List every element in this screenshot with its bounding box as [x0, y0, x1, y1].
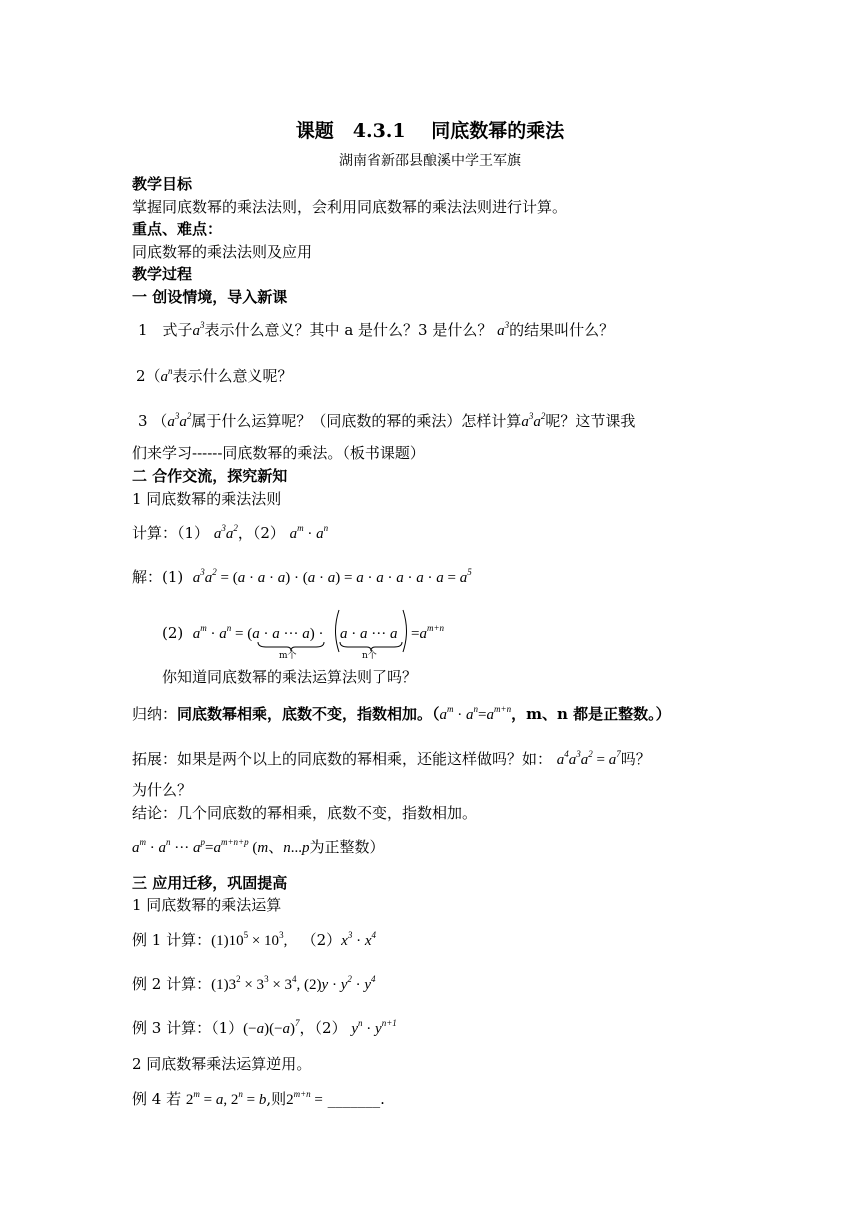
- author-line: 湖南省新邵县酿溪中学王军旗: [339, 153, 521, 169]
- part1-heading: 一 创设情境，导入新课: [132, 288, 288, 306]
- example-1: 例 1 计算：$(1)10^5 \times 10^3$, $(2)x^3 \cdot x^4$: [132, 930, 377, 949]
- example-4: 例 4 若 2$^m$ = a, 2$^n$ = b,则$2^{m+n}$ = _______.: [132, 1089, 385, 1108]
- process-heading: 教学过程: [132, 265, 193, 283]
- m-count: m个: [279, 651, 297, 661]
- know-text: 你知道同底数幂的乘法运算法则了吗？: [162, 668, 418, 686]
- general-rule: $a^m \cdot a^n$ ··· $a^p=a^{m+n+p}$ (m、n...p为正整数）: [132, 837, 385, 856]
- solution-2-result: $=a^{m+n}$: [411, 623, 445, 642]
- question-3: 3 （$a^3a^2$属于什么运算呢？（同底数的幂的乘法）怎样计算$a^3a^2$呢？这节课我: [138, 411, 636, 430]
- objective-text: 掌握同底数幂的乘法法则，会利用同底数幂的乘法法则进行计算。: [132, 198, 568, 216]
- question-1: 1 式子$a^3$表示什么意义？其中 a 是什么？3 是什么？ $a^3$的结果叫什么？: [138, 320, 615, 339]
- conclusion-text: 结论：几个同底数的幂相乘，底数不变，指数相加。: [132, 804, 478, 822]
- reverse-heading: 2 同底数幂乘法运算逆用。: [132, 1055, 312, 1073]
- example-3: 例 3 计算：$(1)(-a)(-a)^7$，（2） $y^n \cdot y^{n+1}$: [132, 1018, 397, 1037]
- rule-heading: 1 同底数幂的乘法法则: [132, 490, 282, 508]
- page-title: 课题 4.3.1 同底数幂的乘法: [295, 120, 565, 142]
- question-2: $2(a^n$表示什么意义呢？: [136, 366, 293, 385]
- objective-heading: 教学目标: [132, 175, 193, 193]
- extension-why: 为什么？: [132, 781, 193, 799]
- app-heading: 1 同底数幂的乘法运算: [132, 896, 282, 914]
- example-2: 例 2 计算：$(1)3^2 \times 3^3 \times 3^4$, $(2)y \cdot y^2 \cdot y^4$: [132, 974, 376, 993]
- question-3-cont: 们来学习------同底数幂的乘法。（板书课题）: [132, 444, 425, 462]
- summary-line: 归纳：同底数幂相乘，底数不变，指数相加。（$a^m \cdot a^n=a^{m+n}$，m、n 都是正整数。）: [132, 704, 671, 723]
- solution-1: 解：(1) $a^3a^2 = (a \cdot a \cdot a) \cdot (a \cdot a) = a \cdot a \cdot a \cdot a \cdot a = a^5$: [132, 567, 472, 586]
- part2-heading: 二 合作交流，探究新知: [132, 467, 288, 485]
- n-count: n个: [362, 651, 377, 661]
- part3-heading: 三 应用迁移，巩固提高: [132, 874, 288, 892]
- n-product: a · a ··· a: [340, 626, 398, 642]
- extension-line: 拓展：如果是两个以上的同底数的幂相乘，还能这样做吗？如： $a^4a^3a^2 = a^7$吗？: [132, 749, 651, 768]
- key-heading: 重点、难点：: [132, 220, 223, 238]
- solution-2: (2) $a^m \cdot a^n = (a \cdot a$ ··· a) ·: [162, 623, 324, 642]
- key-text: 同底数幂的乘法法则及应用: [132, 243, 313, 261]
- calc-line: 计算：（1） $a^3a^2$，（2） $a^m \cdot a^n$: [132, 523, 329, 542]
